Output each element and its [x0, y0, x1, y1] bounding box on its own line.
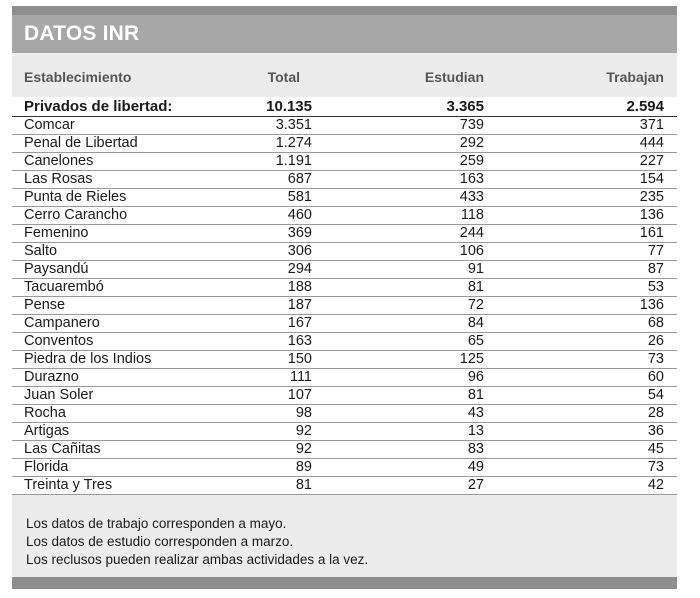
cell-name: Treinta y Tres [12, 477, 224, 495]
table-row [12, 243, 677, 261]
table-row [12, 153, 677, 171]
cell-trabajan: 154 [484, 171, 677, 189]
cell-total: 460 [224, 207, 312, 225]
cell-name: Rocha [12, 405, 224, 423]
footnote: Los reclusos pueden realizar ambas actividades a la vez. [26, 552, 369, 567]
cell-estudian: 259 [312, 153, 484, 171]
cell-total: 92 [224, 423, 312, 441]
cell-trabajan: 87 [484, 261, 677, 279]
cell-estudian: 83 [312, 441, 484, 459]
col-header-trabajan: Trabajan [606, 69, 664, 85]
table-row [12, 423, 677, 441]
cell-trabajan: 53 [484, 279, 677, 297]
cell-trabajan: 444 [484, 135, 677, 153]
col-header-establecimiento: Establecimiento [24, 69, 132, 85]
col-header-estudian: Estudian [424, 69, 484, 85]
cell-name: Pense [12, 297, 224, 315]
cell-estudian: 13 [312, 423, 484, 441]
cell-estudian: 27 [312, 477, 484, 495]
cell-estudian: 72 [312, 297, 484, 315]
table-row [12, 189, 677, 207]
cell-trabajan: 136 [484, 297, 677, 315]
cell-total: 150 [224, 351, 312, 369]
cell-name: Paysandú [12, 261, 224, 279]
cell-trabajan: 28 [484, 405, 677, 423]
cell-total: 92 [224, 441, 312, 459]
total-estudian: 3.365 [312, 97, 484, 117]
col-header-total: Total [267, 69, 300, 85]
total-label: Privados de libertad: [12, 97, 224, 117]
footnote: Los datos de trabajo corresponden a mayo. [26, 516, 287, 531]
cell-estudian: 244 [312, 225, 484, 243]
cell-estudian: 43 [312, 405, 484, 423]
cell-estudian: 739 [312, 117, 484, 135]
cell-trabajan: 68 [484, 315, 677, 333]
table-row [12, 333, 677, 351]
table-row [12, 279, 677, 297]
table-row [12, 297, 677, 315]
footnotes [26, 515, 368, 569]
cell-name: Conventos [12, 333, 224, 351]
cell-trabajan: 60 [484, 369, 677, 387]
cell-estudian: 65 [312, 333, 484, 351]
cell-estudian: 106 [312, 243, 484, 261]
cell-total: 687 [224, 171, 312, 189]
table-row [12, 351, 677, 369]
cell-trabajan: 42 [484, 477, 677, 495]
cell-estudian: 163 [312, 171, 484, 189]
cell-total: 89 [224, 459, 312, 477]
cell-total: 187 [224, 297, 312, 315]
cell-name: Canelones [12, 153, 224, 171]
column-headers [12, 63, 677, 91]
cell-name: Las Cañitas [12, 441, 224, 459]
cell-trabajan: 73 [484, 351, 677, 369]
cell-name: Penal de Libertad [12, 135, 224, 153]
table-row [12, 207, 677, 225]
cell-total: 3.351 [224, 117, 312, 135]
cell-name: Las Rosas [12, 171, 224, 189]
bottom-bar [12, 577, 677, 589]
cell-total: 81 [224, 477, 312, 495]
cell-estudian: 433 [312, 189, 484, 207]
cell-trabajan: 77 [484, 243, 677, 261]
cell-total: 294 [224, 261, 312, 279]
table-row [12, 405, 677, 423]
cell-total: 167 [224, 315, 312, 333]
cell-total: 107 [224, 387, 312, 405]
cell-total: 163 [224, 333, 312, 351]
data-table [12, 97, 677, 495]
cell-total: 111 [224, 369, 312, 387]
cell-estudian: 81 [312, 279, 484, 297]
cell-name: Florida [12, 459, 224, 477]
cell-total: 581 [224, 189, 312, 207]
total-total: 10.135 [224, 97, 312, 117]
table-row [12, 135, 677, 153]
cell-trabajan: 26 [484, 333, 677, 351]
footnote: Los datos de estudio corresponden a marzo. [26, 534, 294, 549]
cell-total: 1.274 [224, 135, 312, 153]
cell-trabajan: 36 [484, 423, 677, 441]
cell-name: Juan Soler [12, 387, 224, 405]
cell-total: 1.191 [224, 153, 312, 171]
cell-name: Salto [12, 243, 224, 261]
cell-trabajan: 136 [484, 207, 677, 225]
cell-name: Tacuarembó [12, 279, 224, 297]
cell-name: Durazno [12, 369, 224, 387]
cell-total: 188 [224, 279, 312, 297]
cell-total: 369 [224, 225, 312, 243]
cell-total: 306 [224, 243, 312, 261]
top-bar [12, 6, 677, 15]
table-row [12, 117, 677, 135]
cell-trabajan: 227 [484, 153, 677, 171]
card-title: DATOS INR [12, 15, 677, 53]
table-row [12, 459, 677, 477]
cell-name: Piedra de los Indios [12, 351, 224, 369]
cell-estudian: 292 [312, 135, 484, 153]
cell-trabajan: 371 [484, 117, 677, 135]
inr-data-card [12, 6, 677, 589]
table-row [12, 261, 677, 279]
cell-total: 98 [224, 405, 312, 423]
cell-estudian: 96 [312, 369, 484, 387]
table-row [12, 171, 677, 189]
cell-estudian: 91 [312, 261, 484, 279]
cell-name: Campanero [12, 315, 224, 333]
cell-estudian: 125 [312, 351, 484, 369]
cell-trabajan: 45 [484, 441, 677, 459]
cell-trabajan: 235 [484, 189, 677, 207]
total-row [12, 97, 677, 117]
total-trabajan: 2.594 [484, 97, 677, 117]
table-row [12, 315, 677, 333]
cell-estudian: 84 [312, 315, 484, 333]
cell-name: Comcar [12, 117, 224, 135]
cell-estudian: 49 [312, 459, 484, 477]
table-row [12, 477, 677, 495]
cell-trabajan: 73 [484, 459, 677, 477]
cell-name: Femenino [12, 225, 224, 243]
cell-estudian: 118 [312, 207, 484, 225]
cell-trabajan: 161 [484, 225, 677, 243]
cell-estudian: 81 [312, 387, 484, 405]
table-row [12, 387, 677, 405]
table-row [12, 441, 677, 459]
table-row [12, 225, 677, 243]
cell-name: Cerro Carancho [12, 207, 224, 225]
cell-name: Punta de Rieles [12, 189, 224, 207]
cell-trabajan: 54 [484, 387, 677, 405]
cell-name: Artigas [12, 423, 224, 441]
table-row [12, 369, 677, 387]
